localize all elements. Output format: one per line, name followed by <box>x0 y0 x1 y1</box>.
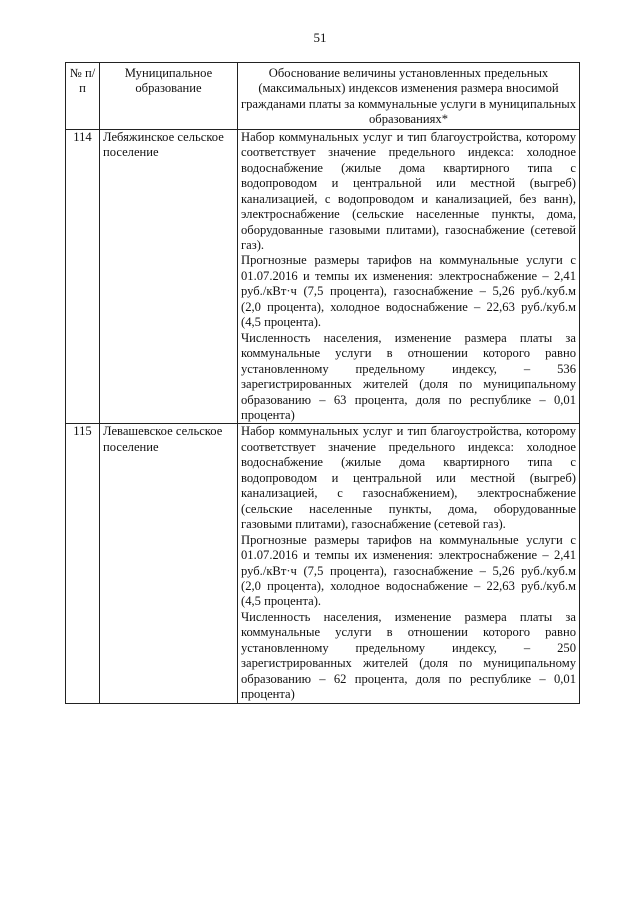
header-num: № п/п <box>66 63 100 130</box>
row-number: 115 <box>66 424 100 703</box>
row-justification <box>238 129 580 424</box>
table-row <box>66 129 580 424</box>
paragraph-population: Численность населения, изменение размера платы за коммунальные услуги в отношении которого равно установленному предельному индексу, – 536 зарегистрированных жителей (доля по муниципальному образованию – 63 процента, доля по республике – 0,01 процента) <box>241 330 576 422</box>
row-number: 114 <box>66 129 100 424</box>
tariff-index-table <box>65 62 580 704</box>
row-municipality: Лебяжинское сельское поселение <box>100 129 238 424</box>
page-number: 51 <box>313 30 327 45</box>
table-header-row <box>66 63 580 130</box>
paragraph-tariffs: Прогнозные размеры тарифов на коммунальные услуги с 01.07.2016 и темпы их изменения: электроснабжение – 2,41 руб./кВт·ч (7,5 процента), газоснабжение – 5,26 руб./куб.м (2,0 процента), холодное водоснабжение – 22,63 руб./куб.м (4,5 процента). <box>241 253 576 330</box>
row-justification <box>238 424 580 703</box>
paragraph-utility-set: Набор коммунальных услуг и тип благоустройства, которому соответствует значение предельного индекса: холодное водоснабжение (жилые дома квартирного типа с водопроводом и центральной или местной (выгреб) канализацией, с газоснабжением), электроснабжение (сельские населенные пункты, дома, оборудованные газовыми плитами), газоснабжение (сетевой газ). <box>241 424 576 532</box>
table-row <box>66 424 580 703</box>
paragraph-utility-set: Набор коммунальных услуг и тип благоустройства, которому соответствует значение предельного индекса: холодное водоснабжение (жилые дома квартирного типа с водопроводом и центральной или местной (выгреб) канализацией, с водопроводом и канализацией, без ванн), электроснабжение (сельские населенные пункты, дома, оборудованные газовыми плитами), газоснабжение (сетевой газ). <box>241 129 576 252</box>
paragraph-population: Численность населения, изменение размера платы за коммунальные услуги в отношении которого равно установленному предельному индексу, – 250 зарегистрированных жителей (доля по муниципальному образованию – 62 процента, доля по республике – 0,01 процента) <box>241 609 576 702</box>
row-municipality: Левашевское сельское поселение <box>100 424 238 703</box>
paragraph-tariffs: Прогнозные размеры тарифов на коммунальные услуги с 01.07.2016 и темпы их изменения: электроснабжение – 2,41 руб./кВт·ч (7,5 процента), газоснабжение – 5,26 руб./куб.м (2,0 процента), холодное водоснабжение – 22,63 руб./куб.м (4,5 процента). <box>241 532 576 609</box>
header-municipality: Муниципальное образование <box>100 63 238 130</box>
header-justification: Обоснование величины установленных предельных (максимальных) индексов изменения размера вносимой гражданами платы за коммунальные услуги в муниципальных образованиях* <box>238 63 580 130</box>
